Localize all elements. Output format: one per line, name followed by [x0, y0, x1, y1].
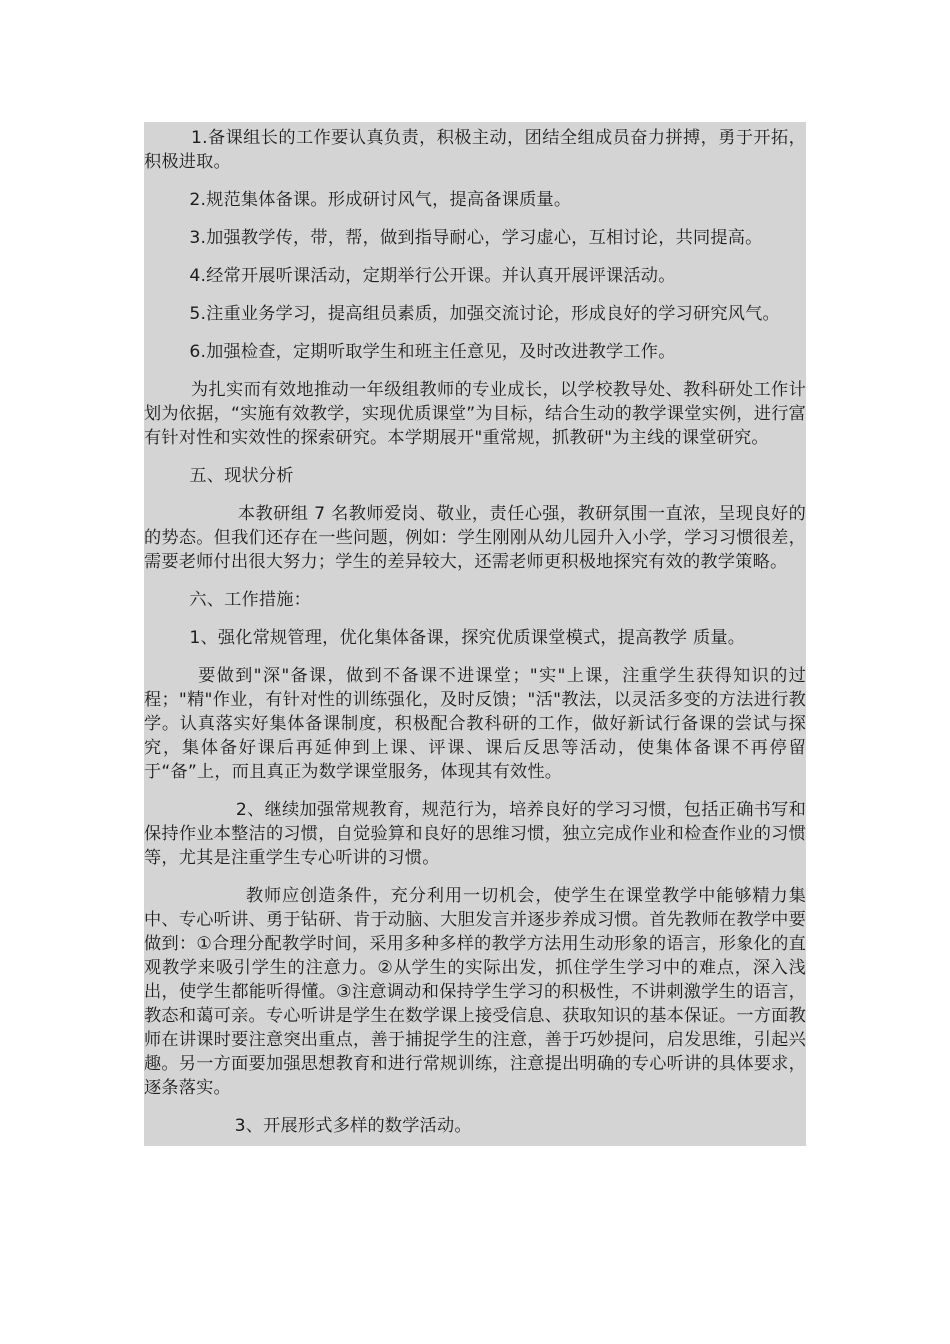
section-heading-status: 五、现状分析: [144, 466, 294, 486]
measure-3-heading: 3、开展形式多样的数学活动。: [144, 1116, 472, 1136]
paragraph-intro: 为扎实而有效地推动一年级组教师的专业成长，以学校教导处、教科研处工作计划为依据，“实施有效教学，实现优质课堂”为目标，结合生动的教学课堂实例，进行富有针对性和实效性的探索研究。本学期展开"重常规，抓教研"为主线的课堂研究。: [144, 380, 806, 448]
section-heading-measures: 六、工作措施：: [144, 590, 312, 610]
measure-1-heading: 1、强化常规管理，优化集体备课，探究优质课堂模式，提高教学 质量。: [144, 628, 746, 648]
paragraph-3: 3.加强教学传，带，帮，做到指导耐心，学习虚心，互相讨论，共同提高。: [144, 228, 763, 248]
measure-2-heading: 2、继续加强常规教育，规范行为，培养良好的学习习惯，包括正确书写和保持作业本整洁的习惯，自觉验算和良好的思维习惯，独立完成作业和检查作业的习惯等，尤其是注重学生专心听讲的习惯。: [144, 800, 806, 868]
paragraph-4: 4.经常开展听课活动，定期举行公开课。并认真开展评课活动。: [144, 266, 676, 286]
paragraph-status: 本教研组 7 名教师爱岗、敬业，责任心强，教研氛围一直浓，呈现良好的的势态。但我们还存在一些问题，例如：学生刚刚从幼儿园升入小学，学习习惯很差，需要老师付出很大努力；学生的差异较大，还需老师更积极地探究有效的教学策略。: [144, 504, 806, 572]
paragraph-6: 6.加强检查，定期听取学生和班主任意见，及时改进教学工作。: [144, 342, 676, 362]
measure-2-body: 教师应创造条件，充分利用一切机会，使学生在课堂教学中能够精力集中、专心听讲、勇于钻研、肯于动脑、大胆发言并逐步养成习惯。首先教师在教学中要做到：①合理分配教学时间，采用多种多样的教学方法用生动形象的语言，形象化的直观教学来吸引学生的注意力。②从学生的实际出发，抓住学生学习中的难点，深入浅出，使学生都能听得懂。③注意调动和保持学生学习的积极性，不讲刺激学生的语言，教态和蔼可亲。专心听讲是学生在数学课上接受信息、获取知识的基本保证。一方面教师在讲课时要注意突出重点，善于捕捉学生的注意，善于巧妙提问，启发思维，引起兴趣。另一方面要加强思想教育和进行常规训练，注意提出明确的专心听讲的具体要求，逐条落实。: [144, 886, 806, 1098]
document-page: [144, 122, 806, 1146]
measure-1-body: 要做到"深"备课，做到不备课不进课堂；"实"上课，注重学生获得知识的过程；"精"作业，有针对性的训练强化，及时反馈；"活"教法，以灵活多变的方法进行教学。认真落实好集体备课制度，积极配合教科研的工作，做好新试行备课的尝试与探究，集体备好课后再延伸到上课、评课、课后反思等活动，使集体备课不再停留于“备”上，而且真正为数学课堂服务，体现其有效性。: [144, 666, 806, 782]
paragraph-5: 5.注重业务学习，提高组员素质，加强交流讨论，形成良好的学习研究风气。: [144, 304, 780, 324]
paragraph-1: 1.备课组长的工作要认真负责，积极主动，团结全组成员奋力拼搏，勇于开拓，积极进取。: [144, 128, 806, 172]
paragraph-2: 2.规范集体备课。形成研讨风气，提高备课质量。: [144, 190, 572, 210]
